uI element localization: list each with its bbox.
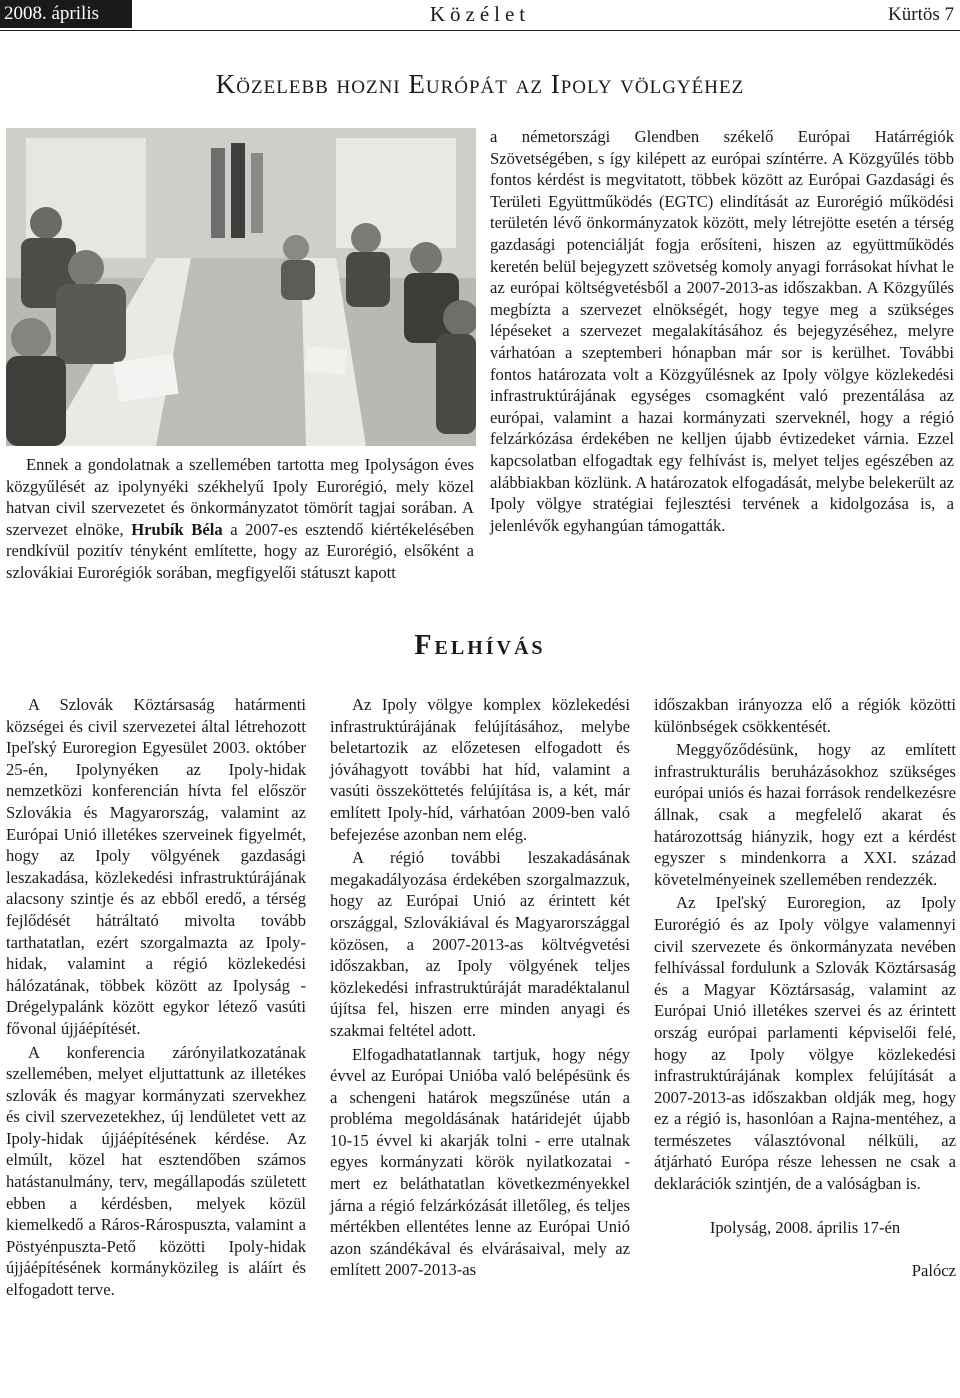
article-continuation [490, 126, 954, 536]
appeal-column-3 [654, 694, 956, 1282]
appeal-column-2 [330, 694, 630, 1281]
signoff-place-date: Ipolyság, 2008. április 17-én [709, 1217, 901, 1237]
appeal-paragraph: A régió további leszakadásának megakadályozása érdekében szorgalmazzuk, hogy az Európai Unió az érintett két országgal, Szlovákiával és Magyarországgal közösen, a 2007-2013-as költvégvetési időszakban, az Ipoly völgyének teljes közlekedési infrastruktúráját maradéktalanul újítsa fel, hiszen erre minden anyagi és szakmai feltétel adott. [330, 848, 630, 1040]
page-number: Kürtös 7 [888, 4, 954, 25]
author-name: Palócz [911, 1261, 956, 1281]
issue-date: 2008. április [0, 0, 132, 28]
appeal-paragraph: Az Ipeľský Euroregion, az Ipoly Eurorégió és az Ipoly völgye valamennyi civil szervezete és önkormányzata nevében felhívással fordulunk a Szlovák Köztársaság és a Magyar Köztársaság, valamint az Európai Unió illetékes szervei és az érintett ország európai parlamenti képviselői felé, hogy az Ipoly völgye közlekedési infrastruktúrájának komplex felújítását a 2007-2013-as időszakban oldják meg, hogy ez a régió is, hasonlóan a Rajna-mentéhez, a természetes választóvonal nélküli, az átjárható Európa része lehessen ne csak a deklarációk szintjén, de a valóságban is. [654, 893, 956, 1194]
appeal-column-1 [6, 694, 306, 1301]
page-header [0, 0, 960, 31]
appeal-paragraph: Meggyőződésünk, hogy az említett infrastrukturális beruházásokhoz szükséges európai uniós és hazai források rendelkezésre állnak, csak a megfelelő akarat és határozottság hiányzik, hogy ezt a kérdést egyszer s mindenkorra a XXI. század követelményeinek szellemében rendezzék. [654, 740, 956, 889]
appeal-heading: Felhívás [414, 630, 546, 661]
section-name: Közélet [429, 2, 531, 26]
appeal-paragraph: időszakban irányozza elő a régiók közötti különbségek csökkentését. [654, 695, 956, 736]
meeting-photo [6, 128, 476, 446]
article-intro [6, 454, 474, 584]
intro-paragraph: Ennek a gondolatnak a szellemében tartotta meg Ipolyságon éves közgyűlését az ipolynyéki székhelyű Ipoly Eurorégió, mely közel hatvan civil szervezetet és önkormányzatot tömörít tagjai sorában. A szervezet elnöke, Hrubík Béla a 2007-es esztendő kiértékelésében rendkívül pozitív tényként említette, hogy az Eurorégió, elsőként a szlovákiai Eurorégiók sorában, megfigyelői státuszt kapott [6, 455, 474, 582]
appeal-paragraph: Elfogadhatatlannak tartjuk, hogy négy évvel az Európai Unióba való belépésünk és a schengeni határok megszűnése után a probléma megoldásának határidejét újabb 10-15 évvel ki akarják tolni - erre utalnak egyes kormányzati körök nyilatkozatai - mert ez beláthatatlan következményekkel járna a régió felzárkózását illetőleg, és teljes mértékben ellentétes lenne az Európai Unió azon szándékával és elvárásaival, mely az említett 2007-2013-as [330, 1044, 630, 1280]
appeal-paragraph: A Szlovák Köztársaság határmenti községei és civil szervezetei által létrehozott Ipeľský Euroregion Egyesület 2003. október 25-én, Ipolynyéken az Ipoly-hidak nemzetközi konferencián hívta fel először Szlovákia és Magyarország, valamint az Európai Unió illetékes szerveinek figyelmét, hogy az Ipoly völgyének gazdasági leszakadása, közlekedési infrastruktúrájának alacsony szintje és az ebből eredő, a térség fejlődését hátráltató mivolta tovább tarthatatlan, ezért szorgalmazta az Ipoly-hidak, valamint a régió közlekedési hálózatának, többek között az Ipolyság - Drégelypalánk között egykor létező vasúti fővonal újjáépítését. [6, 695, 306, 1038]
appeal-paragraph: Az Ipoly völgye komplex közlekedési infrastruktúrájának felújításához, melybe beletartozik az előzetesen elfogadott és jóváhagyott további hat híd, valamint a vasúti összeköttetés felújítása is, a két, már említett Ipoly-híd, várhatóan 2009-ben való befejezése azonban nem elég. [330, 695, 630, 844]
chairman-name: Hrubík Béla [131, 519, 223, 539]
article-title: Közelebb hozni Európát az Ipoly völgyéhez [215, 69, 745, 99]
appeal-paragraph: A konferencia zárónyilatkozatának szellemében, melyet eljuttattunk az illetékes szlovák és magyar kormányzati szervekhez és civil szervezetekhez, új lendületet vett az Ipoly-hidak újjáépítésének kérdése. Az elmúlt, közel hat esztendőben számos hatástanulmány, terv, megállapodás született ebben a kérdésben, melyek közül kiemelkedő a Ráros-Rárospuszta, valamint a Pöstyénpuszta-Pető közötti Ipoly-hidak újjáépítésének kormányközileg is aláírt és elfogadott terve. [6, 1042, 306, 1300]
continuation-paragraph: a németországi Glendben székelő Európai Határrégiók Szövetségében, s így kilépett az európai színtérre. A Közgyűlés több fontos kérdést is megvitatott, többek között az Európai Gazdasági és Területi Együttműködés (EGTC) elindítását az Eurorégió működési területén lévő önkormányzatok között, mely létrejötte esetén a térség gazdasági potenciálját fogja erősíteni, hiszen az együttműködés keretén belül bejegyzett szövetség komoly anyagi forrásokat hívhat le az európai költségvetésből a 2007-2013-as időszakban. A Közgyűlés megbízta a szervezet elnökségét, hogy tegye meg a szükséges lépéseket a szervezet megalakításához és bejegyzéséhez, melyre várhatóan a szeptemberi hónapban már sor is kerülhet. További fontos határozata volt a Közgyűlésnek az Ipoly völgye közlekedési infrastruktúrájának egységes csomagként való prezentálása az európai, valamint a hazai kormányzati szerveknél, hogy a régió felzárkózása érdekében ne kelljen újabb évtizedeket várnia. Ezzel kapcsolatban elfogadtak egy felhívást is, melyet teljes egészében az alábbiakban közlünk. A határozatok elfogadását, melybe belekerült az Ipoly völgye stratégiai fejlesztési tervének a kidolgozása is, a jelenlévők egyhangúan támogatták. [490, 127, 954, 535]
